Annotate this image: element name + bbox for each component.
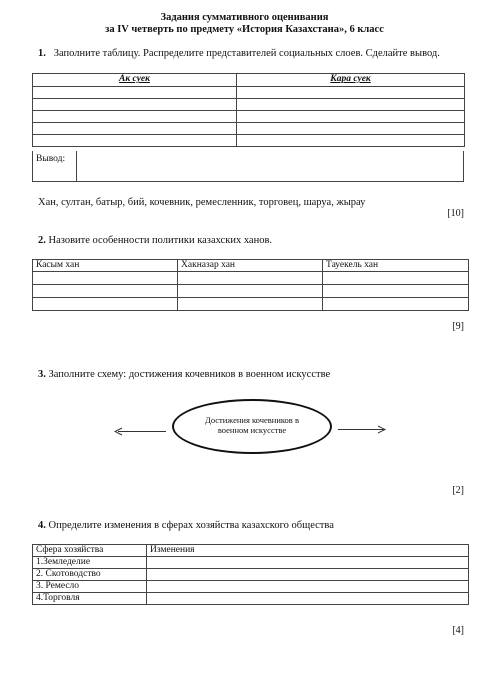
table-row [33,581,469,593]
left-arrow-icon [114,427,124,436]
question-2-number: 2. [38,235,46,246]
table-row [33,298,469,311]
q1-conclusion-label: Вывод: [36,154,66,164]
table-cell[interactable] [237,99,465,111]
question-4-text: Определите изменения в сферах хозяйства казахского общества [48,520,334,531]
table-cell[interactable] [323,272,469,285]
q1-conclusion-field[interactable] [76,151,463,181]
q1-score: [10] [447,208,464,219]
q1-table [32,73,465,147]
question-3-text: Заполните схему: достижения кочевников в военном искусстве [48,369,331,380]
table-cell[interactable] [33,135,237,147]
page-subtitle: за IV четверть по предмету «История Казахстана», 6 класс [105,24,384,35]
row-label-livestock: 2. Скотоводство [33,569,147,581]
q2-col-kasym: Касым хан [33,260,178,272]
question-4-number: 4. [38,520,46,531]
q2-table [32,259,469,311]
table-row [33,111,465,123]
table-row [33,99,465,111]
table-cell[interactable] [237,111,465,123]
table-row [33,123,465,135]
table-cell[interactable] [147,581,469,593]
q3-score: [2] [452,485,464,496]
left-arrow-line [118,431,166,432]
question-3-number: 3. [38,369,46,380]
table-cell[interactable] [147,557,469,569]
q4-score: [4] [452,625,464,636]
row-label-craft: 3. Ремесло [33,581,147,593]
table-cell[interactable] [33,87,237,99]
table-cell[interactable] [178,285,323,298]
q2-col-tauekel: Тауекель хан [323,260,469,272]
q4-col-sphere: Сфера хозяйства [33,545,147,557]
q4-table [32,544,469,605]
table-cell[interactable] [33,99,237,111]
table-row [33,135,465,147]
q1-col-kara-suek: Кара суек [237,74,465,87]
q1-words-list: Хан, султан, батыр, бий, кочевник, ремесленник, торговец, шаруа, жырау [38,197,366,208]
row-label-trade: 4.Торговля [33,593,147,605]
question-4 [38,520,468,532]
question-2-text: Назовите особенности политики казахских ханов. [48,235,273,246]
table-cell[interactable] [33,123,237,135]
question-1 [38,48,468,60]
scheme-center-ellipse [172,399,332,454]
table-cell[interactable] [33,272,178,285]
scheme-center-text: Достижения кочевников в военном искусстве [205,415,299,435]
question-1-text: Заполните таблицу. Распределите представителей социальных слоев. Сделайте вывод. [53,48,440,59]
q2-score: [9] [452,321,464,332]
table-cell[interactable] [147,593,469,605]
row-label-agriculture: 1.Земледелие [33,557,147,569]
question-1-number: 1. [38,48,46,59]
q2-col-khaknazar: Хакназар хан [178,260,323,272]
table-cell[interactable] [237,87,465,99]
table-row [33,557,469,569]
table-row [33,569,469,581]
table-cell[interactable] [33,111,237,123]
question-2 [38,235,468,247]
table-cell[interactable] [147,569,469,581]
table-row [33,87,465,99]
question-3 [38,369,468,381]
table-row [33,593,469,605]
table-row [33,272,469,285]
table-cell[interactable] [323,298,469,311]
q1-conclusion-box [32,151,464,182]
table-cell[interactable] [237,135,465,147]
table-cell[interactable] [178,272,323,285]
table-cell[interactable] [178,298,323,311]
table-cell[interactable] [33,285,178,298]
q4-col-changes: Изменения [147,545,469,557]
table-row [33,285,469,298]
table-cell[interactable] [237,123,465,135]
table-cell[interactable] [33,298,178,311]
page-title: Задания суммативного оценивания [160,12,329,23]
right-arrow-icon [377,425,387,434]
q1-col-ak-suek: Ак суек [33,74,237,87]
table-cell[interactable] [323,285,469,298]
